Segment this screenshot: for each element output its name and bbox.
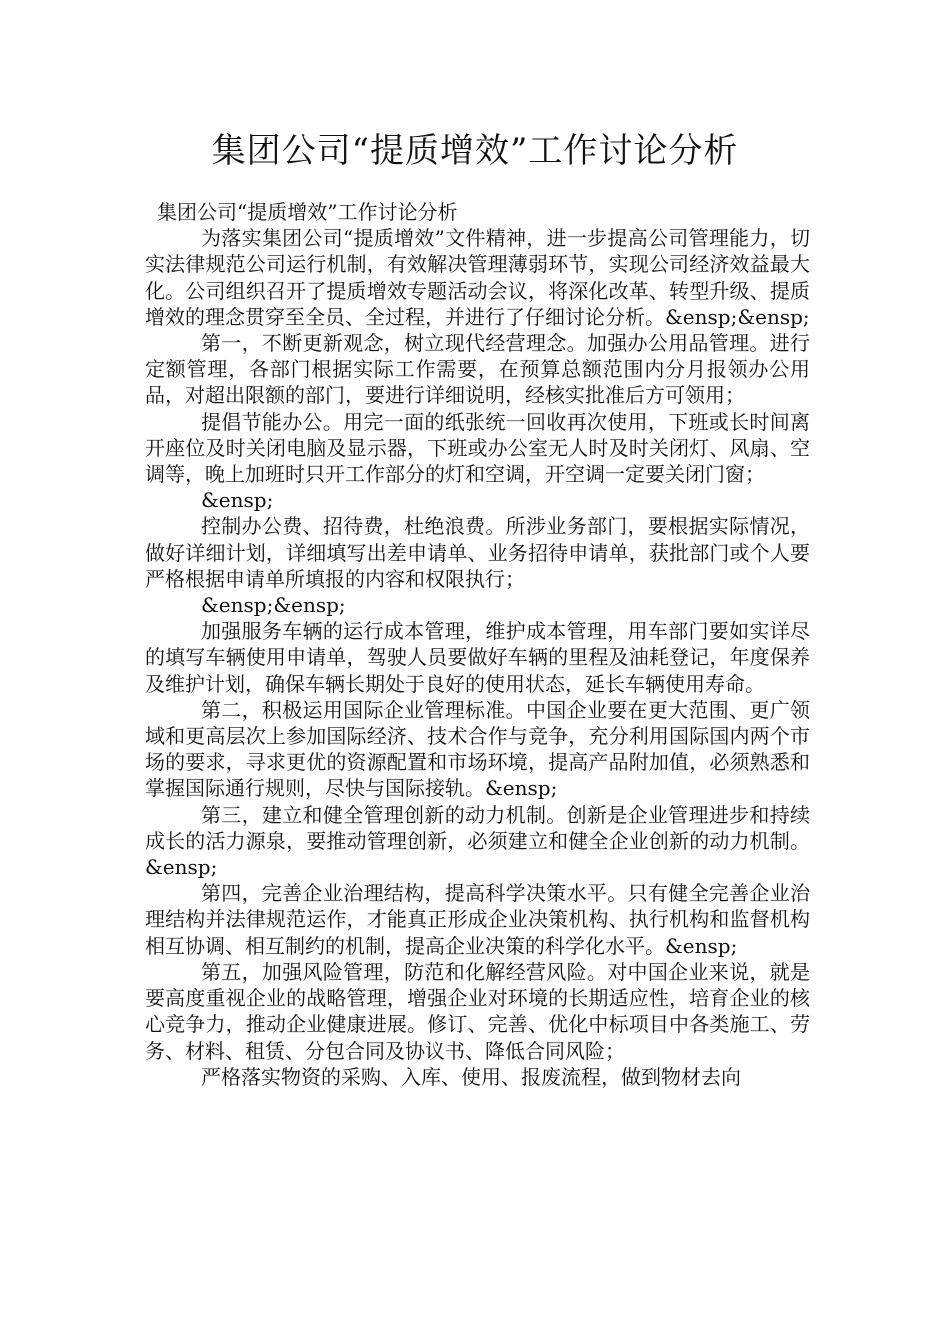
paragraph-vehicle-management: 加强服务车辆的运行成本管理，维护成本管理，用车部门要如实详尽的填写车辆使用申请单，驾驶人员要做好车辆的里程及油耗登记，年度保养及维护计划，确保车辆长期处于良好的使用状态，延长车辆使用寿命。 [145, 619, 810, 696]
paragraph-fifth-point: 第五，加强风险管理，防范和化解经营风险。对中国企业来说，就是要高度重视企业的战略管理，增强企业对环境的长期适应性，培育企业的核心竞争力，推动企业健康进展。修订、完善、优化中标项目中各类施工、劳务、材料、租赁、分包合同及协议书、降低合同风险； [145, 959, 810, 1063]
paragraph-energy-saving: 提倡节能办公。用完一面的纸张统一回收再次使用，下班或长时间离开座位及时关闭电脑及显示器，下班或办公室无人时及时关闭灯、风扇、空调等，晚上加班时只开工作部分的灯和空调，开空调一定要关闭门窗； [145, 409, 810, 487]
paragraph-spacer: &ensp;&ensp; [201, 593, 346, 618]
paragraph-second-point: 第二，积极运用国际企业管理标准。中国企业要在更大范围、更广领域和更高层次上参加国际经济、技术合作与竞争，充分利用国际国内两个市场的要求，寻求更优的资源配置和市场环境，提高产品附加值，必须熟悉和掌握国际通行规则，尽快与国际接轨。&ensp; [145, 697, 810, 801]
document-subtitle: 集团公司“提质增效”工作讨论分析 [157, 200, 458, 224]
document-body [145, 199, 810, 1090]
paragraph-spacer: &ensp; [201, 488, 274, 513]
paragraph-materials-process: 严格落实物资的采购、入库、使用、报废流程，做到物材去向 [201, 1064, 741, 1089]
paragraph-intro: 为落实集团公司“提质增效”文件精神，进一步提高公司管理能力，切实法律规范公司运行机制，有效解决管理薄弱环节，实现公司经济效益最大化。公司组织召开了提质增效专题活动会议，将深化改革、转型升级、提质增效的理念贯穿至全员、全过程，并进行了仔细讨论分析。&ensp;&ensp; [145, 226, 810, 329]
paragraph-third-point: 第三，建立和健全管理创新的动力机制。创新是企业管理进步和持续成长的活力源泉，要推动管理创新，必须建立和健全企业创新的动力机制。&ensp; [145, 802, 810, 880]
paragraph-fourth-point: 第四，完善企业治理结构，提高科学决策水平。只有健全完善企业治理结构并法律规范运作，才能真正形成企业决策机构、执行机构和监督机构相互协调、相互制约的机制，提高企业决策的科学化水平。&ensp; [145, 881, 810, 958]
paragraph-expense-control: 控制办公费、招待费，杜绝浪费。所涉业务部门，要根据实际情况，做好详细计划，详细填写出差申请单、业务招待申请单，获批部门或个人要严格根据申请单所填报的内容和权限执行； [145, 514, 810, 591]
document-title: 集团公司“提质增效”工作讨论分析 [211, 131, 739, 171]
paragraph-first-point: 第一，不断更新观念，树立现代经营理念。加强办公用品管理。进行定额管理，各部门根据实际工作需要，在预算总额范围内分月报领办公用品，对超出限额的部门，要进行详细说明，经核实批准后方可领用； [145, 331, 810, 408]
